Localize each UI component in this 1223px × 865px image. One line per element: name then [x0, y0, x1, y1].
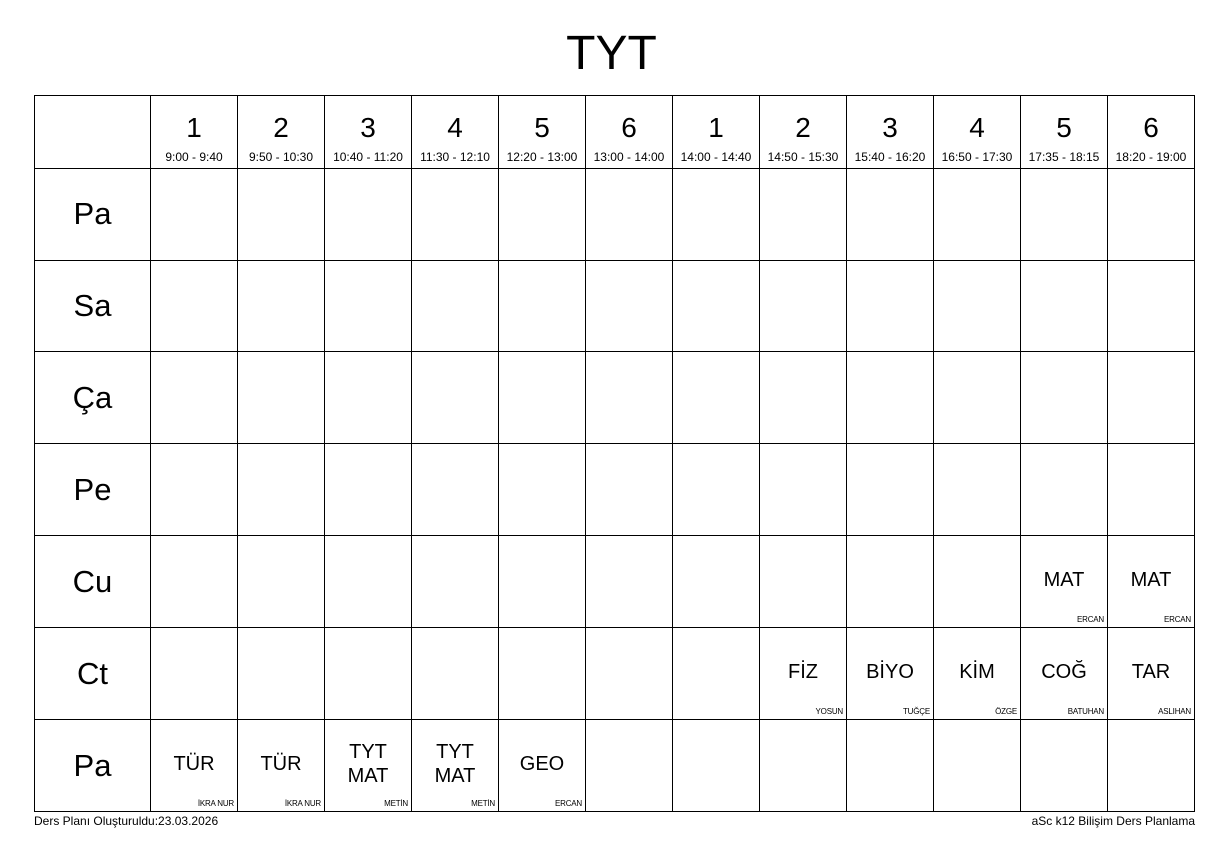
lesson-teacher: İKRA NUR: [284, 799, 321, 808]
period-number: 6: [621, 112, 637, 143]
lesson-subject: COĞ: [1041, 660, 1087, 683]
footer-created-date: Ders Planı Oluşturuldu:23.03.2026: [34, 814, 219, 828]
empty-slot: [499, 260, 586, 352]
empty-slot: [499, 168, 586, 260]
period-header: [238, 96, 325, 169]
lesson-cell: [934, 628, 1021, 720]
lesson-subject: TYT MAT: [347, 740, 389, 787]
period-time: 14:50 - 15:30: [767, 150, 839, 164]
empty-slot: [151, 168, 238, 260]
period-time: 17:35 - 18:15: [1028, 150, 1100, 164]
empty-slot: [1021, 260, 1108, 352]
empty-slot: [847, 536, 934, 628]
empty-slot: [499, 352, 586, 444]
empty-slot: [934, 352, 1021, 444]
footer-software-name: aSc k12 Bilişim Ders Planlama: [1031, 814, 1195, 828]
empty-slot: [586, 260, 673, 352]
empty-slot: [412, 628, 499, 720]
lesson-subject: TÜR: [260, 752, 302, 775]
empty-slot: [934, 168, 1021, 260]
empty-slot: [151, 352, 238, 444]
empty-slot: [673, 260, 760, 352]
lesson-teacher: TUĞÇE: [902, 707, 930, 717]
empty-slot: [673, 720, 760, 812]
empty-slot: [586, 168, 673, 260]
day-row: [35, 628, 1195, 720]
empty-slot: [1021, 168, 1108, 260]
period-number: 3: [360, 112, 376, 143]
lesson-subject: TAR: [1131, 660, 1171, 683]
empty-slot: [1108, 352, 1195, 444]
lesson-subject: TYT MAT: [434, 740, 476, 787]
empty-slot: [325, 444, 412, 536]
empty-slot: [325, 628, 412, 720]
period-time: 10:40 - 11:20: [333, 150, 403, 164]
day-label: Cu: [35, 536, 151, 628]
period-header: [151, 96, 238, 169]
empty-slot: [586, 628, 673, 720]
empty-slot: [238, 168, 325, 260]
empty-slot: [238, 352, 325, 444]
period-header: [586, 96, 673, 169]
lesson-cell: [499, 720, 586, 812]
lesson-subject: MAT: [1130, 568, 1172, 591]
lesson-teacher: YOSUN: [815, 707, 843, 717]
period-time: 18:20 - 19:00: [1115, 150, 1187, 164]
period-header: [934, 96, 1021, 169]
empty-slot: [673, 168, 760, 260]
empty-slot: [325, 352, 412, 444]
day-label: Sa: [35, 260, 151, 352]
empty-slot: [760, 168, 847, 260]
empty-slot: [934, 444, 1021, 536]
period-time: 16:50 - 17:30: [941, 150, 1013, 164]
lesson-teacher: ASLIHAN: [1158, 707, 1191, 717]
lesson-subject: BİYO: [866, 660, 914, 683]
empty-slot: [151, 260, 238, 352]
empty-slot: [847, 444, 934, 536]
lesson-teacher: METİN: [471, 799, 495, 808]
period-time: 15:40 - 16:20: [854, 150, 926, 164]
empty-slot: [760, 444, 847, 536]
period-number: 5: [534, 112, 550, 143]
period-header: [847, 96, 934, 169]
period-header: [499, 96, 586, 169]
empty-slot: [760, 260, 847, 352]
period-number: 6: [1143, 112, 1159, 143]
empty-slot: [238, 536, 325, 628]
empty-slot: [325, 536, 412, 628]
lesson-teacher: ERCAN: [1163, 615, 1191, 625]
empty-slot: [760, 720, 847, 812]
empty-slot: [673, 536, 760, 628]
empty-slot: [1108, 720, 1195, 812]
lesson-teacher: ERCAN: [554, 799, 582, 808]
day-label: Ça: [35, 352, 151, 444]
day-label: Pa: [35, 720, 151, 812]
empty-slot: [673, 628, 760, 720]
period-header: [325, 96, 412, 169]
period-time: 14:00 - 14:40: [680, 150, 752, 164]
empty-slot: [238, 260, 325, 352]
empty-slot: [673, 352, 760, 444]
period-time: 9:50 - 10:30: [248, 150, 314, 164]
empty-slot: [1108, 260, 1195, 352]
lesson-cell: [238, 720, 325, 812]
empty-slot: [412, 444, 499, 536]
lesson-teacher: İKRA NUR: [197, 799, 234, 808]
corner-cell: [35, 96, 151, 169]
empty-slot: [499, 628, 586, 720]
period-header: [760, 96, 847, 169]
lesson-teacher: ÖZGE: [995, 707, 1017, 717]
period-header-row: [35, 96, 1195, 169]
empty-slot: [1108, 168, 1195, 260]
lesson-cell: [760, 628, 847, 720]
day-label: Pa: [35, 168, 151, 260]
period-time: 9:00 - 9:40: [165, 150, 223, 164]
page-title: TYT: [566, 27, 657, 80]
empty-slot: [847, 352, 934, 444]
day-row: [35, 536, 1195, 628]
lesson-cell: [151, 720, 238, 812]
lesson-cell: [1108, 628, 1195, 720]
period-number: 5: [1056, 112, 1072, 143]
empty-slot: [934, 536, 1021, 628]
period-header: [673, 96, 760, 169]
day-label: Ct: [35, 628, 151, 720]
empty-slot: [412, 260, 499, 352]
empty-slot: [760, 536, 847, 628]
empty-slot: [586, 444, 673, 536]
empty-slot: [412, 536, 499, 628]
period-time: 12:20 - 13:00: [506, 150, 578, 164]
day-row: [35, 720, 1195, 812]
period-header: [1021, 96, 1108, 169]
empty-slot: [934, 260, 1021, 352]
empty-slot: [760, 352, 847, 444]
day-label: Pe: [35, 444, 151, 536]
empty-slot: [499, 536, 586, 628]
lesson-cell: [1108, 536, 1195, 628]
empty-slot: [151, 536, 238, 628]
empty-slot: [238, 444, 325, 536]
period-number: 1: [708, 112, 724, 143]
empty-slot: [934, 720, 1021, 812]
day-row: [35, 168, 1195, 260]
lesson-subject: FİZ: [788, 660, 818, 683]
lesson-teacher: BATUHAN: [1067, 707, 1104, 717]
empty-slot: [847, 168, 934, 260]
period-number: 2: [795, 112, 811, 143]
empty-slot: [673, 444, 760, 536]
period-number: 4: [969, 112, 985, 143]
empty-slot: [586, 536, 673, 628]
day-row: [35, 444, 1195, 536]
lesson-cell: [847, 628, 934, 720]
period-header: [412, 96, 499, 169]
day-row: [35, 260, 1195, 352]
lesson-teacher: ERCAN: [1076, 615, 1104, 625]
period-number: 3: [882, 112, 898, 143]
empty-slot: [412, 168, 499, 260]
empty-slot: [499, 444, 586, 536]
lesson-cell: [325, 720, 412, 812]
empty-slot: [847, 720, 934, 812]
empty-slot: [325, 168, 412, 260]
lesson-subject: MAT: [1043, 568, 1085, 591]
empty-slot: [325, 260, 412, 352]
lesson-subject: TÜR: [173, 752, 215, 775]
empty-slot: [1021, 444, 1108, 536]
lesson-cell: [1021, 536, 1108, 628]
lesson-cell: [412, 720, 499, 812]
lesson-teacher: METİN: [384, 799, 408, 808]
empty-slot: [1021, 352, 1108, 444]
lesson-cell: [1021, 628, 1108, 720]
lesson-subject: GEO: [519, 752, 565, 775]
empty-slot: [847, 260, 934, 352]
empty-slot: [151, 444, 238, 536]
empty-slot: [238, 628, 325, 720]
empty-slot: [412, 352, 499, 444]
empty-slot: [1108, 444, 1195, 536]
empty-slot: [586, 720, 673, 812]
period-number: 1: [186, 112, 202, 143]
period-number: 4: [447, 112, 463, 143]
period-number: 2: [273, 112, 289, 143]
period-header: [1108, 96, 1195, 169]
empty-slot: [1021, 720, 1108, 812]
day-row: [35, 352, 1195, 444]
empty-slot: [151, 628, 238, 720]
timetable-grid: [34, 95, 1195, 812]
period-time: 13:00 - 14:00: [593, 150, 665, 164]
period-time: 11:30 - 12:10: [420, 150, 490, 164]
lesson-subject: KİM: [959, 660, 995, 683]
empty-slot: [586, 352, 673, 444]
